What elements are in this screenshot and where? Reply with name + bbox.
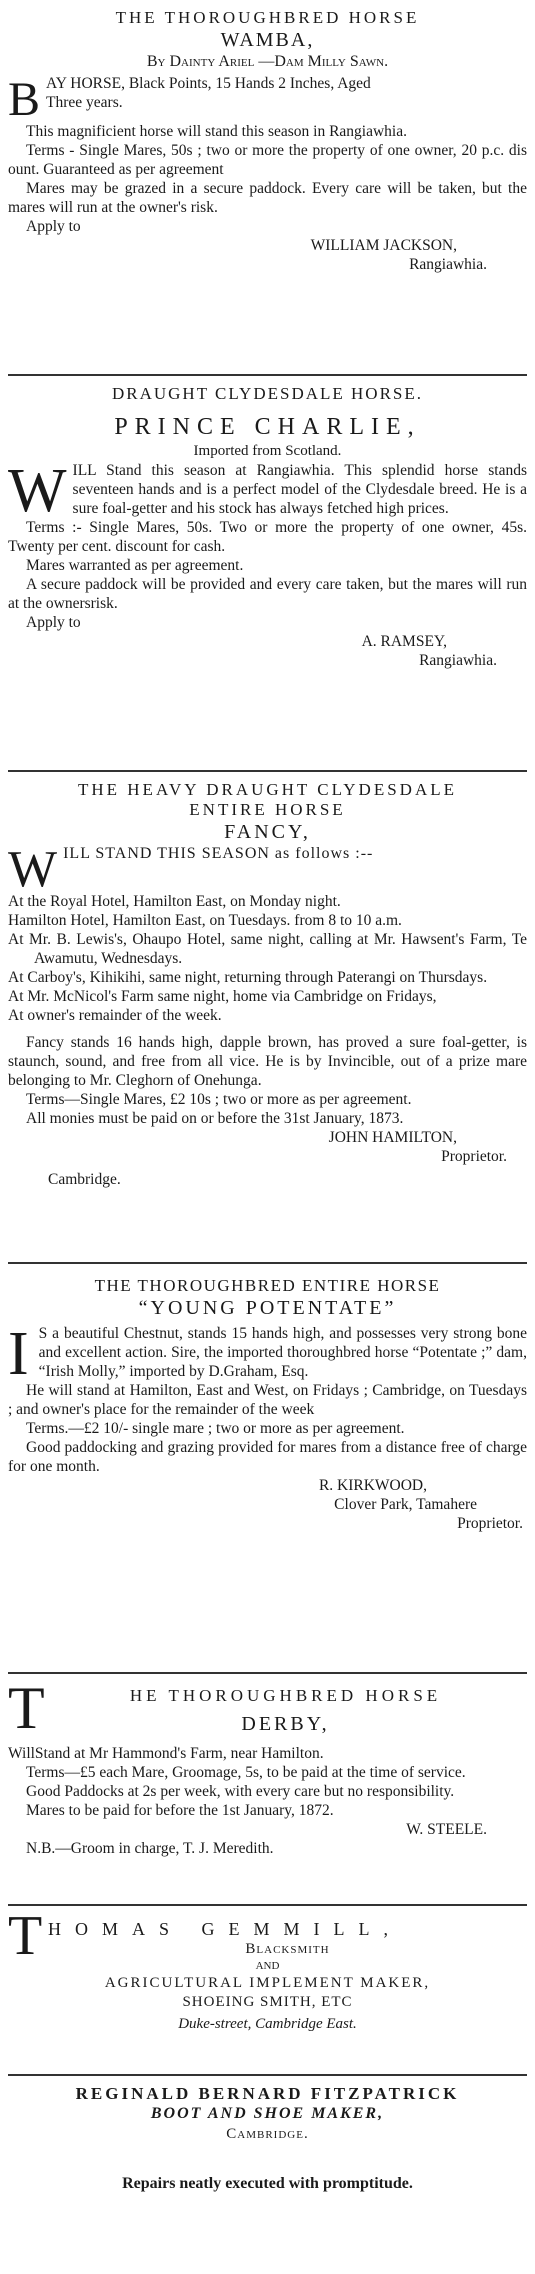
horse-name: WAMBA, xyxy=(220,29,315,51)
ad-heading: DRAUGHT CLYDESDALE HORSE. xyxy=(111,384,424,403)
terms-text: Terms—Single Mares, £2 10s ; two or more as per agreement. xyxy=(26,1091,412,1108)
trade-line: AGRICULTURAL IMPLEMENT MAKER, xyxy=(104,1975,431,1991)
schedule-line: Hamilton Hotel, Hamilton East, on Tuesdays. from 8 to 10 a.m. xyxy=(8,912,402,929)
trade-line: Blacksmith xyxy=(245,1941,330,1957)
drop-cap: W xyxy=(8,457,67,525)
ad-heading: ENTIRE HORSE xyxy=(189,800,346,819)
business-name: HOMAS GEMMILL, xyxy=(48,1919,403,1939)
signer-place: Cambridge. xyxy=(48,1171,121,1188)
ad-text: AY HORSE, Black Points, 15 Hands 2 Inches, Aged xyxy=(46,75,371,92)
ad-text: WillStand at Mr Hammond's Farm, near Hamilton. xyxy=(8,1745,324,1762)
advertisement-thomas-gemmill xyxy=(8,1905,527,2034)
terms-text: Terms - Single Mares, 50s ; two or more the property of one owner, 20 p.c. dis ount. Guaranteed as per agreement xyxy=(8,142,527,178)
advertisement-derby xyxy=(8,1675,527,1858)
drop-cap: T xyxy=(8,1675,45,1741)
divider xyxy=(8,1262,527,1264)
terms-text: Terms.—£2 10/- single mare ; two or more as per agreement. xyxy=(26,1420,405,1437)
drop-cap: T xyxy=(8,1905,43,1967)
repairs-text: Repairs neatly executed with promptitude. xyxy=(122,2175,413,2192)
advertisement-prince-charlie xyxy=(8,384,527,670)
schedule-line: At Mr. McNicol's Farm same night, home via Cambridge on Fridays, xyxy=(8,988,437,1005)
divider xyxy=(8,1904,527,1906)
ad-text: All monies must be paid on or before the 31st January, 1873. xyxy=(26,1110,404,1127)
ad-text: Mares warranted as per agreement. xyxy=(26,557,244,574)
address-text: Duke-street, Cambridge East. xyxy=(178,2016,357,2032)
terms-text: Terms :- Single Mares, 50s. Two or more the property of one owner, 45s. Twenty per cent. discount for cash. xyxy=(8,519,527,555)
divider xyxy=(8,770,527,772)
schedule-line: At Mr. B. Lewis's, Ohaupo Hotel, same night, calling at Mr. Hawsent's Farm, Te Awamutu, Wednesdays. xyxy=(8,931,527,967)
nb-text: N.B.—Groom in charge, T. J. Meredith. xyxy=(26,1840,274,1857)
signer-name: R. KIRKWOOD, xyxy=(318,1477,427,1494)
trade-line: SHOEING SMITH, ETC xyxy=(182,1994,353,2010)
ad-heading: THE THOROUGHBRED HORSE xyxy=(115,8,420,27)
ad-text: Good Paddocks at 2s per week, with every care but no responsibility. xyxy=(26,1783,455,1800)
drop-cap: B xyxy=(8,73,41,126)
ad-text: S a beautiful Chestnut, stands 15 hands high, and possesses very strong bone and excellent action. Sire, the imported thoroughbred horse “Potentate ;” dam, “Irish Molly,” imported by D.Graham, Esq. xyxy=(38,1325,527,1380)
advertisement-wamba xyxy=(8,8,527,274)
signer-name: WILLIAM JACKSON, xyxy=(310,237,457,254)
ad-text: Three years. xyxy=(46,94,123,111)
signer-place: Clover Park, Tamahere xyxy=(334,1496,477,1513)
advertisement-fitzpatrick xyxy=(8,2084,527,2194)
signer-name: W. STEELE. xyxy=(406,1821,487,1838)
divider xyxy=(8,1672,527,1674)
signer-name: JOHN HAMILTON, xyxy=(328,1129,457,1146)
ad-text: ILL Stand this season at Rangiawhia. This splendid horse stands seventeen hands and is a perfect model of the Clydesdale breed. He is a sure foal-getter and his stock has always fetched high prices. xyxy=(72,462,527,517)
pedigree: By Dainty Ariel —Dam Milly Sawn. xyxy=(146,53,389,70)
advertisement-young-potentate xyxy=(8,1276,527,1533)
ad-heading: HE THOROUGHBRED HORSE xyxy=(129,1686,442,1705)
horse-name: “YOUNG POTENTATE” xyxy=(138,1297,397,1319)
terms-text: Terms—£5 each Mare, Groomage, 5s, to be paid at the time of service. xyxy=(26,1764,466,1781)
and-text: AND xyxy=(255,1960,280,1972)
drop-cap: W xyxy=(8,841,58,898)
horse-name: PRINCE CHARLIE, xyxy=(114,414,421,440)
ad-text: Mares may be grazed in a secure paddock. Every care will be taken, but the mares will run at the owner's risk. xyxy=(8,180,527,216)
horse-name: FANCY, xyxy=(224,821,311,843)
ad-heading: THE HEAVY DRAUGHT CLYDESDALE xyxy=(77,780,457,799)
divider xyxy=(8,374,527,376)
ad-text: ILL STAND THIS SEASON as follows :-- xyxy=(63,845,374,862)
imported-text: Imported from Scotland. xyxy=(193,443,342,459)
business-name: REGINALD BERNARD FITZPATRICK xyxy=(75,2084,460,2103)
ad-text: Mares to be paid for before the 1st January, 1872. xyxy=(26,1802,334,1819)
ad-text: This magnificient horse will stand this season in Rangiawhia. xyxy=(26,123,407,140)
ad-text: A secure paddock will be provided and every care taken, but the mares will run at the ownersrisk. xyxy=(8,576,527,612)
signer-place: Rangiawhia. xyxy=(409,256,487,273)
apply-text: Apply to xyxy=(26,218,81,235)
ad-heading: THE THOROUGHBRED ENTIRE HORSE xyxy=(94,1276,441,1295)
signer-title: Proprietor. xyxy=(441,1148,507,1165)
schedule-line: At the Royal Hotel, Hamilton East, on Monday night. xyxy=(8,893,341,910)
signer-title: Proprietor. xyxy=(457,1515,523,1532)
apply-text: Apply to xyxy=(26,614,81,631)
ad-text: Good paddocking and grazing provided for mares from a distance free of charge for one month. xyxy=(8,1439,527,1475)
trade-line: BOOT AND SHOE MAKER, xyxy=(150,2105,385,2122)
drop-cap: I xyxy=(8,1320,29,1388)
ad-text: He will stand at Hamilton, East and West, on Fridays ; Cambridge, on Tuesdays ; and owner's place for the remainder of the week xyxy=(8,1382,527,1418)
signer-name: A. RAMSEY, xyxy=(361,633,447,650)
advertisement-fancy xyxy=(8,780,527,1189)
place-text: Cambridge. xyxy=(226,2126,309,2142)
schedule-line: At owner's remainder of the week. xyxy=(8,1007,222,1024)
ad-text: Fancy stands 16 hands high, dapple brown, has proved a sure foal-getter, is staunch, sound, and free from all vice. He is by Invincible, out of a prize mare belonging to Mr. Cleghorn of Onehunga. xyxy=(8,1034,527,1089)
horse-name: DERBY, xyxy=(241,1713,330,1735)
schedule-line: At Carboy's, Kihikihi, same night, returning through Paterangi on Thursdays. xyxy=(8,969,488,986)
signer-place: Rangiawhia. xyxy=(419,652,497,669)
divider xyxy=(8,2074,527,2076)
